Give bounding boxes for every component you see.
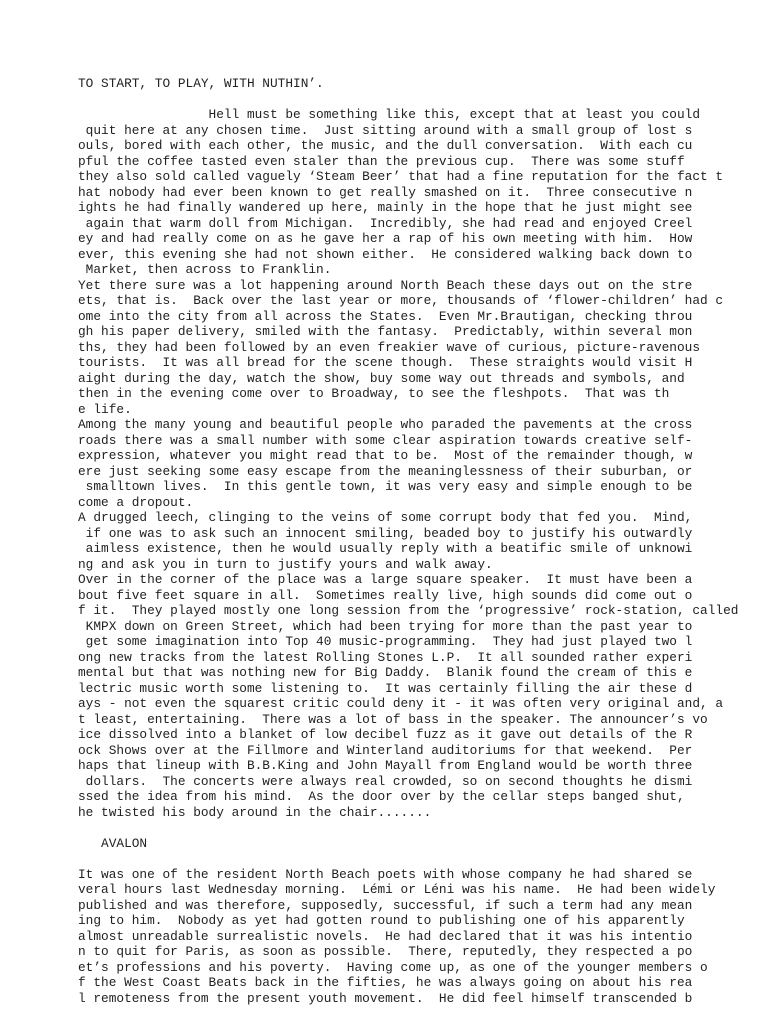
text-line <box>78 820 738 836</box>
text-line: mental but that was nothing new for Big Daddy. Blanik found the cream of this e <box>78 665 693 680</box>
text-line: e life. <box>78 401 132 417</box>
text-line: get some imagination into Top 40 music-programming. They had just played two l <box>78 634 693 649</box>
text-line: It was one of the resident North Beach poets with whose company he had shared se <box>78 866 693 882</box>
text-line: A drugged leech, clinging to the veins of some corrupt body that fed you. Mind, <box>78 510 693 525</box>
text-line: ock Shows over at the Fillmore and Winterland auditoriums for that weekend. Per <box>78 742 693 758</box>
text-line: smalltown lives. In this gentle town, it was very easy and simple enough to be <box>78 479 693 494</box>
text-line: t least, entertaining. There was a lot of bass in the speaker. The announcer’s vo <box>78 711 708 727</box>
text-line: pful the coffee tasted even staler than the previous cup. There was some stuff <box>78 153 685 169</box>
text-line: ssed the idea from his mind. As the door over by the cellar steps banged shut, <box>78 789 685 804</box>
text-line: bout five feet square in all. Sometimes really live, high sounds did come out o <box>78 587 693 603</box>
text-line: he twisted his body around in the chair....... <box>78 804 432 820</box>
text-line: veral hours last Wednesday morning. Lémi or Léni was his name. He had been widely <box>78 882 716 897</box>
text-line: quit here at any chosen time. Just sitting around with a small group of lost s <box>78 122 693 138</box>
text-line: then in the evening come over to Broadway, to see the fleshpots. That was th <box>78 386 670 401</box>
text-line: tourists. It was all bread for the scene though. These straights would visit H <box>78 355 693 370</box>
text-line: come a dropout. <box>78 494 194 510</box>
text-line: f the West Coast Beats back in the fifties, he was always going on about his rea <box>78 975 693 990</box>
text-line: they also sold called vaguely ‘Steam Beer’ that had a fine reputation for the fact t <box>78 169 724 184</box>
text-line: ets, that is. Back over the last year or more, thousands of ‘flower-children’ had c <box>78 293 724 308</box>
text-line: AVALON <box>78 835 148 851</box>
text-line: roads there was a small number with some clear aspiration towards creative self- <box>78 432 693 448</box>
text-line: almost unreadable surrealistic novels. He had declared that it was his intentio <box>78 928 693 944</box>
document-text <box>78 76 738 1006</box>
text-line: ome into the city from all across the States. Even Mr.Brautigan, checking throu <box>78 308 693 324</box>
text-line: expression, whatever you might read that to be. Most of the remainder though, w <box>78 448 693 463</box>
text-line: n to quit for Paris, as soon as possible. There, reputedly, they respected a po <box>78 944 693 959</box>
text-line: KMPX down on Green Street, which had been trying for more than the past year to <box>78 618 693 634</box>
text-line: haps that lineup with B.B.King and John Mayall from England would be worth three <box>78 758 693 773</box>
text-line: dollars. The concerts were always real crowded, so on second thoughts he dismi <box>78 773 693 789</box>
text-line: again that warm doll from Michigan. Incredibly, she had read and enjoyed Creel <box>78 215 693 231</box>
text-line: ey and had really come on as he gave her a rap of his own meeting with him. How <box>78 231 693 246</box>
text-line: Hell must be something like this, except that at least you could <box>78 107 701 122</box>
text-line: ng and ask you in turn to justify yours and walk away. <box>78 556 493 572</box>
text-line <box>78 92 738 108</box>
text-line: TO START, TO PLAY, WITH NUTHIN’. <box>78 76 324 91</box>
text-line: Market, then across to Franklin. <box>78 262 332 277</box>
text-line: aight during the day, watch the show, buy some way out threads and symbols, and <box>78 370 685 386</box>
text-line: published and was therefore, supposedly, successful, if such a term had any mean <box>78 897 693 913</box>
text-line: ouls, bored with each other, the music, and the dull conversation. With each cu <box>78 138 693 153</box>
text-line: ights he had finally wandered up here, mainly in the hope that he just might see <box>78 200 693 215</box>
text-line: l remoteness from the present youth movement. He did feel himself transcended b <box>78 990 693 1006</box>
text-line: if one was to ask such an innocent smiling, beaded boy to justify his outwardly <box>78 525 693 541</box>
text-line: aimless existence, then he would usually reply with a beatific smile of unknowi <box>78 541 693 556</box>
text-line: et’s professions and his poverty. Having come up, as one of the younger members o <box>78 959 708 975</box>
text-line: lectric music worth some listening to. It was certainly filling the air these d <box>78 680 693 696</box>
text-line: hat nobody had ever been known to get really smashed on it. Three consecutive n <box>78 184 693 200</box>
text-line: ing to him. Nobody as yet had gotten round to publishing one of his apparently <box>78 913 685 928</box>
text-line: ere just seeking some easy escape from the meaninglessness of their suburban, or <box>78 463 693 479</box>
text-line: ever, this evening she had not shown either. He considered walking back down to <box>78 246 693 262</box>
text-line: ong new tracks from the latest Rolling Stones L.P. It all sounded rather experi <box>78 649 693 665</box>
text-line: ays - not even the squarest critic could deny it - it was often very original and, a <box>78 696 724 711</box>
text-line: Among the many young and beautiful people who paraded the pavements at the cross <box>78 417 693 432</box>
text-line: f it. They played mostly one long session from the ‘progressive’ rock-station, called <box>78 603 739 618</box>
text-line: ice dissolved into a blanket of low decibel fuzz as it gave out details of the R <box>78 727 693 742</box>
text-line: Over in the corner of the place was a large square speaker. It must have been a <box>78 572 693 587</box>
text-line: Yet there sure was a lot happening around North Beach these days out on the stre <box>78 277 693 293</box>
text-line <box>78 851 738 867</box>
text-line: gh his paper delivery, smiled with the fantasy. Predictably, within several mon <box>78 324 693 339</box>
text-line: ths, they had been followed by an even freakier wave of curious, picture-ravenous <box>78 339 701 355</box>
